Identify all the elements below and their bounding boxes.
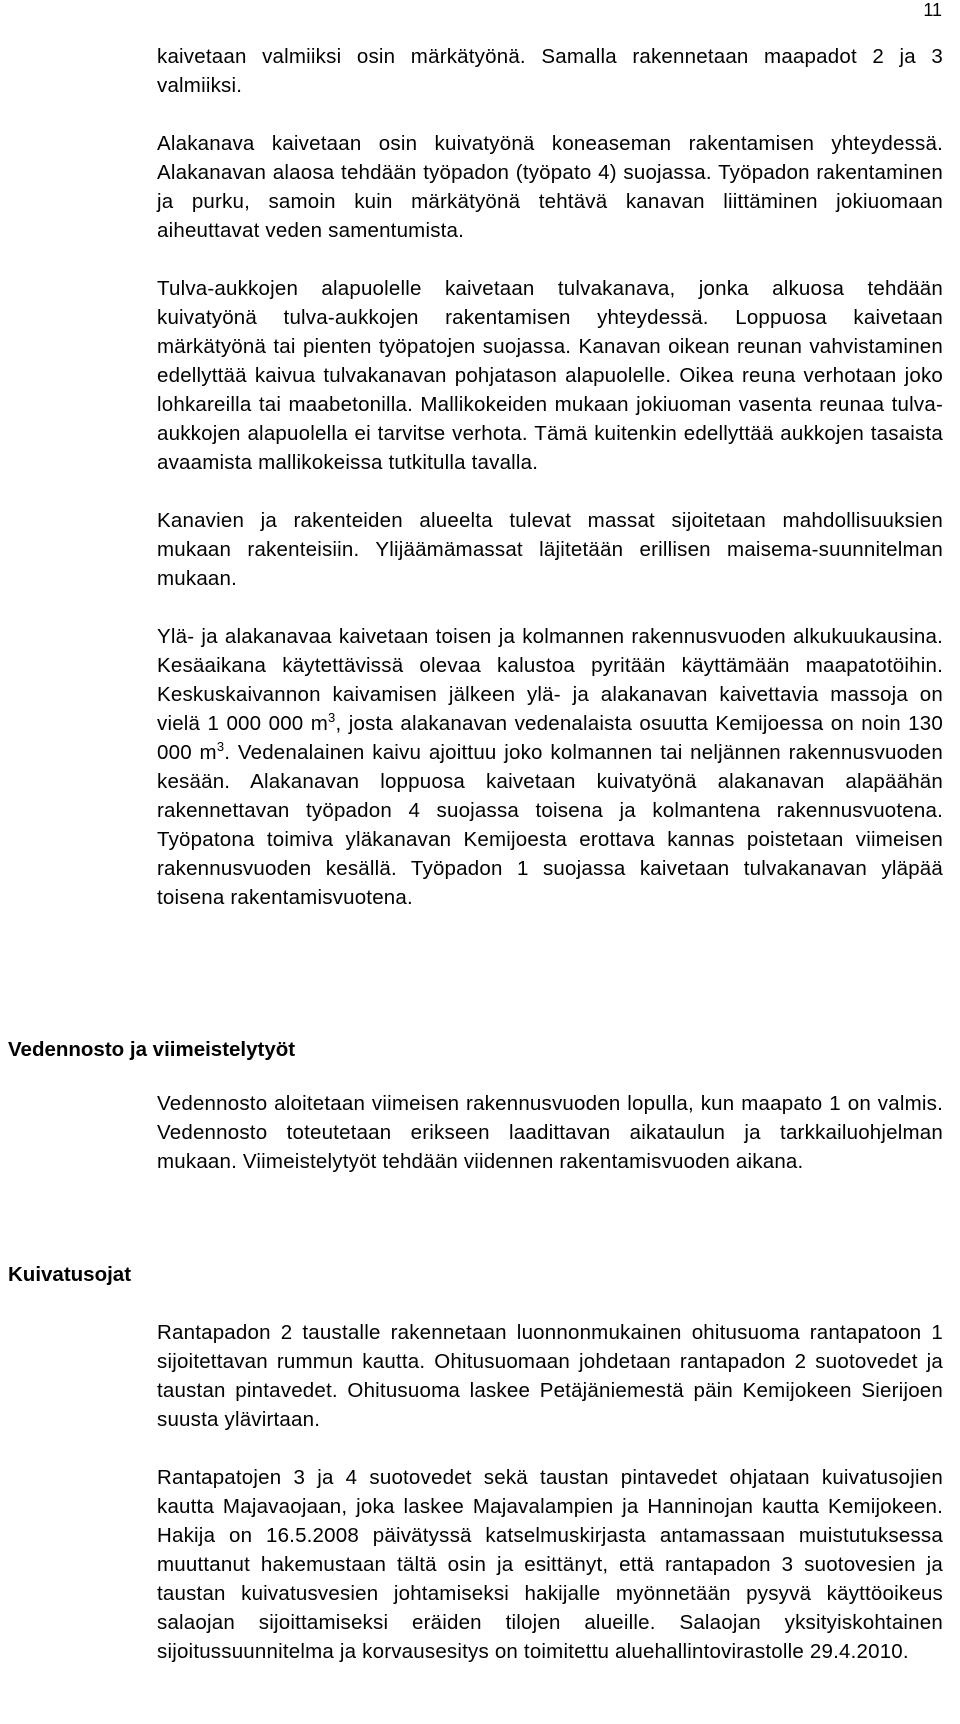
paragraph-5-part-3: . Vedenalainen kaivu ajoittuu joko kolmannen tai neljännen rakennusvuoden kesään. Alakanavan loppuosa kaivetaan kuivatyönä alakanavan alapäähän rakennettavan työpadon 4 suojassa toisena ja kolmantena rakennusvuotena. Työpatona toimiva yläkanavan Kemijoesta erottava kannas poistetaan viimeisen rakennusvuoden kesällä. Työpadon 1 suojassa kaivetaan tulvakanavan yläpää toisena rakentamisvuotena. bbox=[157, 741, 943, 909]
superscript-cubic-2: 3 bbox=[216, 739, 225, 754]
paragraph-3: Tulva-aukkojen alapuolelle kaivetaan tulvakanava, jonka alkuosa tehdään kuivatyönä tulva-aukkojen rakentamisen yhteydessä. Loppuosa kaivetaan märkätyönä tai pienten työpatojen suojassa. Kanavan oikean reunan vahvistaminen edellyttää kaivua tulvakanavan pohjatason alapuolelle. Oikea reuna verhotaan joko lohkareilla tai maabetonilla. Mallikokeiden mukaan jokiuoman vasenta reunaa tulva-aukkojen alapuolella ei tarvitse verhota. Tämä kuitenkin edellyttää aukkojen tasaista avaamista mallikokeissa tutkitulla tavalla. bbox=[157, 277, 943, 474]
body-text-section-2 bbox=[157, 1089, 943, 1176]
superscript-cubic-1: 3 bbox=[328, 710, 336, 725]
paragraph-kuivatusojat-1: Rantapadon 2 taustalle rakennetaan luonnonmukainen ohitusuoma rantapatoon 1 sijoitettavan rummun kautta. Ohitusuomaan johdetaan rantapadon 2 suotovedet ja taustan pintavedet. Ohitusuoma laskee Petäjäniemestä päin Kemijokeen Sierijoen suusta ylävirtaan. bbox=[157, 1321, 943, 1431]
paragraph-5-part-2: , josta alakanavan vedenalaista osuutta Kemijoessa on noin 130 000 m bbox=[157, 712, 943, 764]
body-text-section-3 bbox=[157, 1318, 943, 1666]
page-number: 11 bbox=[923, 0, 942, 20]
body-text-section-1 bbox=[157, 42, 943, 912]
paragraph-2: Alakanava kaivetaan osin kuivatyönä koneaseman rakentamisen yhteydessä. Alakanavan alaosa tehdään työpadon (työpato 4) suojassa. Työpadon rakentaminen ja purku, samoin kuin märkätyönä tehtävä kanavan liittäminen jokiuomaan aiheuttavat veden samentumista. bbox=[157, 132, 943, 242]
paragraph-vedennosto: Vedennosto aloitetaan viimeisen rakennusvuoden lopulla, kun maapato 1 on valmis. Vedennosto toteutetaan erikseen laadittavan aikataulun ja tarkkailuohjelman mukaan. Viimeistelytyöt tehdään viidennen rakentamisvuoden aikana. bbox=[157, 1092, 943, 1173]
section-heading-kuivatusojat: Kuivatusojat bbox=[8, 1263, 132, 1286]
section-heading-vedennosto: Vedennosto ja viimeistelytyöt bbox=[8, 1038, 296, 1061]
paragraph-1: kaivetaan valmiiksi osin märkätyönä. Samalla rakennetaan maapadot 2 ja 3 valmiiksi. bbox=[157, 45, 943, 97]
paragraph-kuivatusojat-2: Rantapatojen 3 ja 4 suotovedet sekä taustan pintavedet ohjataan kuivatusojien kautta Majavaojaan, joka laskee Majavalampien ja Hanninojan kautta Kemijokeen. Hakija on 16.5.2008 päivätyssä katselmuskirjasta antamassaan muistutuksessa muuttanut hakemustaan tältä osin ja esittänyt, että rantapadon 3 suotovesien ja taustan kuivatusvesien johtamiseksi hakijalle myönnetään pysyvä käyttöoikeus salaojan sijoittamiseksi eräiden tilojen alueille. Salaojan yksityiskohtainen sijoitussuunnitelma ja korvausesitys on toimitettu aluehallintovirastolle 29.4.2010. bbox=[157, 1466, 943, 1663]
paragraph-4: Kanavien ja rakenteiden alueelta tulevat massat sijoitetaan mahdollisuuksien mukaan rakenteisiin. Ylijäämämassat läjitetään erillisen maisema-suunnitelman mukaan. bbox=[157, 509, 943, 590]
paragraph-5 bbox=[157, 622, 943, 912]
paragraph-5-part-1: Ylä- ja alakanavaa kaivetaan toisen ja kolmannen rakennusvuoden alkukuukausina. Kesäaikana käytettävissä olevaa kalustoa pyritään käyttämään maapatotöihin. Keskuskaivannon kaivamisen jälkeen ylä- ja alakanavan kaivettavia massoja on vielä 1 000 000 m bbox=[157, 625, 943, 735]
